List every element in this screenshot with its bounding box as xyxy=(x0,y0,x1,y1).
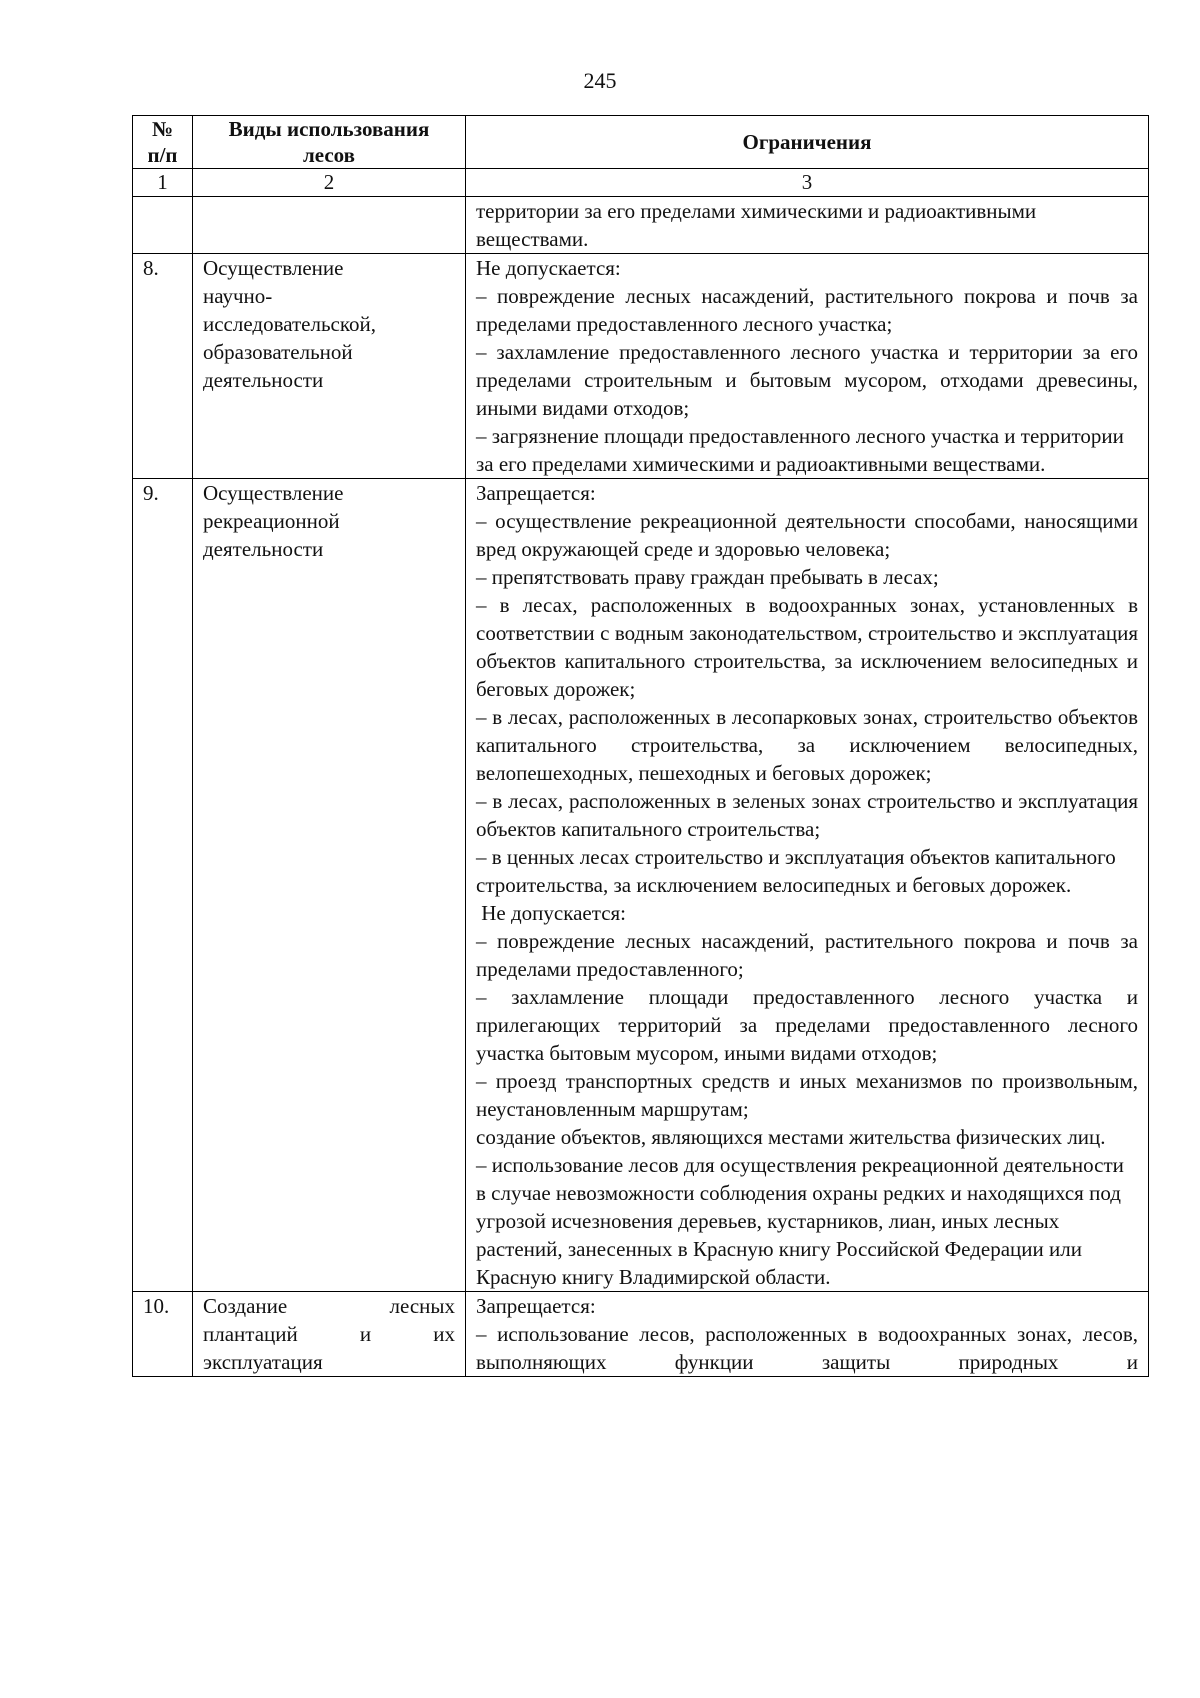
row-restrictions-cell xyxy=(466,479,1149,1292)
restriction-item: – в лесах, расположенных в водоохранных зонах, установленных в соответствии с водным законодательством, строительство и эксплуатация объектов капитального строительства, за исключением велосипедных и беговых дорожек; xyxy=(476,593,1138,701)
type-line: рекреационной xyxy=(203,509,340,533)
restriction-item: – препятствовать праву граждан пребывать в лесах; xyxy=(476,565,939,589)
restriction-item: – загрязнение площади предоставленного лесного участка и территории за его пределами химическими и радиоактивными веществами. xyxy=(476,424,1124,476)
row-type-cell xyxy=(193,1292,466,1377)
type-line: образовательной xyxy=(203,340,353,364)
restriction-heading: Не допускается: xyxy=(476,901,627,925)
type-line: исследовательской, xyxy=(203,312,377,336)
table-row xyxy=(133,1292,1149,1377)
restriction-item: – повреждение лесных насаждений, растительного покрова и почв за пределами предоставленного лесного участка; xyxy=(476,284,1138,336)
type-line: Создание лесных xyxy=(203,1294,455,1318)
restriction-item: – захламление площади предоставленного лесного участка и прилегающих территорий за пределами предоставленного лесного участка бытовым мусором, иными видами отходов; xyxy=(476,985,1138,1065)
restriction-heading: Запрещается: xyxy=(476,1294,596,1318)
column-number: 1 xyxy=(133,169,193,197)
row-number: 10. xyxy=(133,1292,193,1377)
row-restrictions-cell xyxy=(466,254,1149,479)
header-number-symbol: № xyxy=(151,117,174,141)
column-number-row xyxy=(133,169,1149,197)
row-number: 9. xyxy=(133,479,193,1292)
restriction-item: – в ценных лесах строительство и эксплуатация объектов капитального строительства, за исключением велосипедных и беговых дорожек. xyxy=(476,845,1116,897)
column-number: 3 xyxy=(466,169,1149,197)
column-number: 2 xyxy=(193,169,466,197)
restriction-item: – использование лесов для осуществления рекреационной деятельности в случае невозможности соблюдения охраны редких и находящихся под угрозой исчезновения деревьев, кустарников, лиан, иных лесных растений, занесенных в Красную книгу Российской Федерации или Красную книгу Владимирской области. xyxy=(476,1153,1124,1289)
header-number xyxy=(133,116,193,169)
restriction-item: – использование лесов, расположенных в водоохранных зонах, лесов, выполняющих функции защиты природных и xyxy=(476,1322,1138,1374)
row-type-cell xyxy=(193,479,466,1292)
restriction-item: создание объектов, являющихся местами жительства физических лиц. xyxy=(476,1125,1106,1149)
restriction-heading: Не допускается: xyxy=(476,256,621,280)
row-number-cell xyxy=(133,197,193,254)
table-row xyxy=(133,254,1149,479)
header-restrictions: Ограничения xyxy=(466,116,1149,169)
type-line: плантаций и их xyxy=(203,1322,455,1346)
restriction-heading: Запрещается: xyxy=(476,481,596,505)
restrictions-table xyxy=(132,115,1149,1377)
type-line: Осуществление xyxy=(203,256,344,280)
restriction-text: территории за его пределами химическими и радиоактивными веществами. xyxy=(476,199,1037,251)
type-line: Осуществление xyxy=(203,481,344,505)
row-type-cell xyxy=(193,197,466,254)
table-row xyxy=(133,479,1149,1292)
row-type-cell xyxy=(193,254,466,479)
row-restrictions-cell xyxy=(466,1292,1149,1377)
restriction-item: – проезд транспортных средств и иных механизмов по произвольным, неустановленным маршрутам; xyxy=(476,1069,1138,1121)
table-row-continuation xyxy=(133,197,1149,254)
restriction-item: – осуществление рекреационной деятельности способами, наносящими вред окружающей среде и здоровью человека; xyxy=(476,509,1138,561)
table-header-row xyxy=(133,116,1149,169)
type-line: эксплуатация xyxy=(203,1350,323,1374)
header-number-abbr: п/п xyxy=(147,143,178,167)
type-line: деятельности xyxy=(203,537,324,561)
restriction-item: – захламление предоставленного лесного участка и территории за его пределами строительным и бытовым мусором, отходами древесины, иными видами отходов; xyxy=(476,340,1138,420)
restriction-item: – в лесах, расположенных в лесопарковых зонах, строительство объектов капитального строительства, за исключением велосипедных, велопешеходных, пешеходных и беговых дорожек; xyxy=(476,705,1138,785)
type-line: научно- xyxy=(203,284,273,308)
restriction-item: – в лесах, расположенных в зеленых зонах строительство и эксплуатация объектов капитального строительства; xyxy=(476,789,1138,841)
page-number: 245 xyxy=(583,68,617,93)
row-number: 8. xyxy=(133,254,193,479)
header-forest-use-types: Виды использования лесов xyxy=(193,116,466,169)
type-line: деятельности xyxy=(203,368,324,392)
row-restrictions-cell xyxy=(466,197,1149,254)
restriction-item: – повреждение лесных насаждений, растительного покрова и почв за пределами предоставленного; xyxy=(476,929,1138,981)
